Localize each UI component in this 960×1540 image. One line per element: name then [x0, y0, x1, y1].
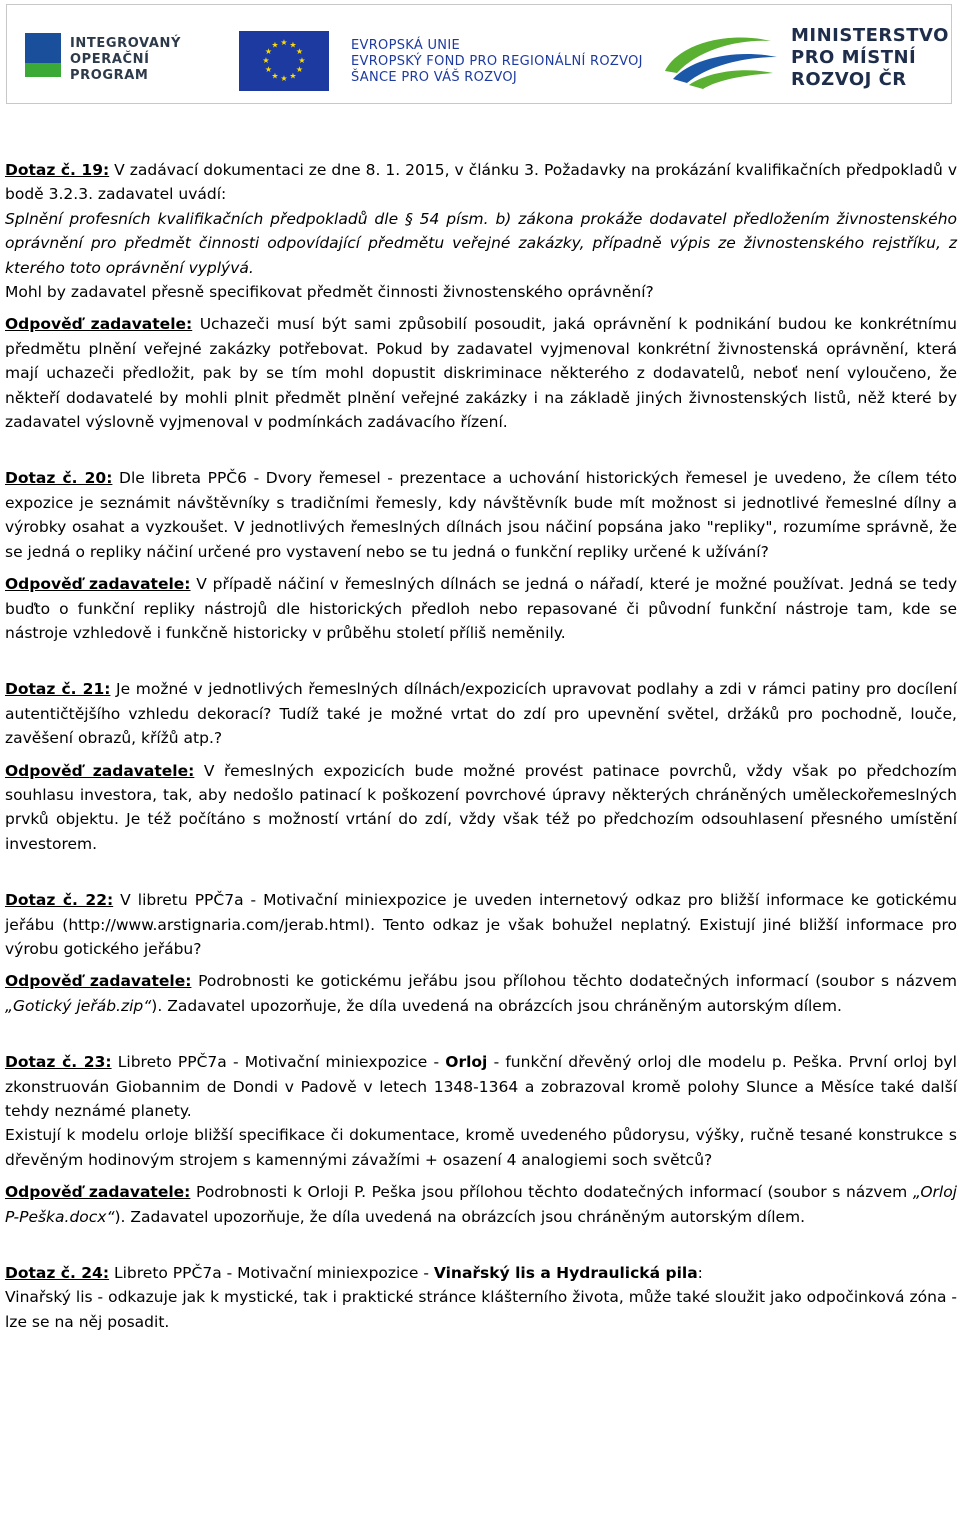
q23-answer-text-a: Podrobnosti k Orloji P. Peška jsou přílohou těchto dodatečných informací (soubor s názvem — [190, 1183, 913, 1202]
logo-bar — [6, 4, 952, 104]
q23-label: Dotaz č. 23: — [5, 1053, 112, 1072]
q19-label: Dotaz č. 19: — [5, 161, 110, 179]
eu-line-1: EVROPSKÁ UNIE — [351, 38, 460, 53]
q19-question — [5, 158, 957, 207]
q20-answer-label: Odpověď zadavatele: — [5, 575, 191, 594]
svg-text:★: ★ — [280, 74, 288, 83]
q23-text-a: Libreto PPČ7a - Motivační miniexpozice - — [111, 1053, 446, 1072]
q24-text-b: : — [697, 1264, 703, 1283]
eu-line-3: ŠANCE PRO VÁŠ ROZVOJ — [351, 70, 518, 85]
mmr-line-3: ROZVOJ ČR — [791, 69, 907, 90]
q22-answer — [5, 969, 957, 1018]
q23-question — [5, 1050, 957, 1123]
q20-label: Dotaz č. 20: — [5, 469, 113, 488]
q22-label: Dotaz č. 22: — [5, 891, 114, 910]
q22-answer-text-a: Podrobnosti ke gotickému jeřábu jsou přílohou těchto dodatečných informací (soubor s názvem — [191, 972, 958, 991]
q20-text: Dle libreta PPČ6 - Dvory řemesel - prezentace a uchování historických řemesel je uvedeno, že cílem této expozice je seznámit návštěvníky s tradičními řemesly, kdy návštěvník bude mít možnost si jednotlivé řemeslné dílny a výrobky osahat a vyzkoušet. V jednotlivých řemeslných dílnách jsou náčiní popsána jako "repliky", rozumíme správně, že se jedná o repliky náčiní určené pro vystavení nebo se tu jedná o funkční repliky určené k užívání? — [5, 469, 957, 561]
svg-text:★: ★ — [280, 38, 288, 47]
q24-question — [5, 1261, 957, 1285]
svg-text:★: ★ — [271, 71, 279, 81]
q23-answer-file: „Orloj P-Peška.docx“ — [5, 1183, 957, 1226]
iop-logo-text — [70, 36, 181, 84]
svg-text:★: ★ — [289, 71, 297, 81]
q22-answer-label: Odpověď zadavatele: — [5, 972, 192, 991]
q23-answer — [5, 1180, 957, 1229]
q23-answer-label: Odpověď zadavatele: — [5, 1183, 191, 1202]
svg-text:★: ★ — [262, 56, 270, 65]
mmr-line-2: PRO MÍSTNÍ — [791, 47, 917, 68]
q21-question — [5, 677, 957, 750]
q19-quote: Splnění profesních kvalifikačních předpokladů dle § 54 písm. b) zákona prokáže dodavatel předložením živnostenského oprávnění pro předmět činnosti odpovídající předmětu veřejné zakázky, případně výpis ze živnostenského rejstříku, z kterého toto oprávnění vyplývá. — [5, 209, 957, 277]
q19-answer-label: Odpověď zadavatele: — [5, 315, 193, 334]
q23-bold: Orloj — [445, 1053, 488, 1072]
q20-question — [5, 466, 957, 564]
svg-text:★: ★ — [264, 65, 273, 74]
iop-line-2: OPERAČNÍ — [70, 52, 150, 67]
mmr-logo-text — [791, 25, 949, 91]
svg-text:★: ★ — [289, 40, 297, 50]
eu-logo-text — [351, 38, 643, 86]
q20-answer — [5, 572, 957, 645]
q21-answer — [5, 759, 957, 857]
q22-text: V libretu PPČ7a - Motivační miniexpozice je uveden internetový odkaz pro bližší informace ke gotickému jeřábu (http://www.arstignaria.com/jerab.html). Tento odkaz je však bohužel neplatný. Existují jiné bližší informace pro výrobu gotického jeřábu? — [5, 891, 957, 958]
q22-question — [5, 888, 957, 961]
q22-answer-text-b: ). Zadavatel upozorňuje, že díla uvedená na obrázcích jsou chráněným autorským dílem. — [151, 996, 842, 1015]
q24-question-2: Vinařský lis - odkazuje jak k mystické, tak i praktické stránce klášterního života, může také sloužit jako odpočinková zóna - lze se na něj posadit. — [5, 1288, 957, 1331]
iop-logo-icon — [25, 33, 61, 77]
svg-text:★: ★ — [298, 56, 306, 65]
q24-text-a: Libreto PPČ7a - Motivační miniexpozice - — [109, 1264, 434, 1283]
iop-line-1: INTEGROVANÝ — [70, 36, 181, 51]
q21-text: Je možné v jednotlivých řemeslných dílnách/expozicích upravovat podlahy a zdi v rámci patiny pro docílení autentičtějšího vzhledu dekorací? Tudíž také je možné vrtat do zdí pro upevnění světel, držáků pro pochodně, louče, zavěšení obrazů, křížů atp.? — [5, 680, 957, 748]
q19-text: V zadávací dokumentaci ze dne 8. 1. 2015, v článku 3. Požadavky na prokázání kvalifikačních předpokladů v bodě 3.2.3. zadavatel uvádí: — [5, 161, 957, 204]
q22-answer-file: „Gotický jeřáb.zip“ — [5, 996, 152, 1015]
q23-answer-text-b: ). Zadavatel upozorňuje, že díla uvedená na obrázcích jsou chráněným autorským dílem. — [114, 1207, 806, 1226]
svg-text:★: ★ — [271, 40, 279, 50]
q23-question-2: Existují k modelu orloje bližší specifikace či dokumentace, kromě uvedeného půdorysu, výšky, ručně tesané konstrukce s dřevěným hodinovým strojem s kamennými závažími + osazení 4 analogiemi soch světců? — [5, 1126, 957, 1169]
q19-answer — [5, 312, 957, 434]
mmr-line-1: MINISTERSTVO — [791, 25, 949, 46]
q24-label: Dotaz č. 24: — [5, 1264, 110, 1283]
mmr-logo-icon — [659, 23, 781, 97]
q19-question-2: Mohl by zadavatel přesně specifikovat předmět činnosti živnostenského oprávnění? — [5, 283, 654, 302]
q24-bold: Vinařský lis a Hydraulická pila — [433, 1264, 698, 1283]
document-body — [5, 158, 957, 1334]
q21-label: Dotaz č. 21: — [5, 680, 111, 699]
svg-text:★: ★ — [295, 65, 304, 74]
svg-text:★: ★ — [264, 47, 273, 56]
svg-text:★: ★ — [295, 47, 304, 56]
q21-answer-label: Odpověď zadavatele: — [5, 761, 195, 780]
iop-line-3: PROGRAM — [70, 68, 149, 83]
eu-line-2: EVROPSKÝ FOND PRO REGIONÁLNÍ ROZVOJ — [351, 54, 643, 69]
q19-answer-text: Uchazeči musí být sami způsobilí posoudit, jaká oprávnění k podnikání budou ke konkrétnímu předmětu plnění veřejné zakázky potřebovat. Pokud by zadavatel vyjmenoval konkrétní živnostenská oprávnění, která mají uchazeči předložit, pak by se tím mohl dopustit diskriminace některého z dodavatelů, neboť není vyloučeno, že někteří dodavatelé by mohli plnit předmět plnění veřejné zakázky i na základě jiných živnostenských listů, něž které by zadavatel výslovně vyjmenoval v podmínkách zadávacího řízení. — [5, 315, 958, 432]
eu-flag-icon — [239, 31, 329, 91]
q23-text-b: - funkční dřevěný orloj dle modelu p. Peška. První orloj byl zkonstruován Giobannim de Dondi v Padově v letech 1348-1364 a zobrazoval kromě polohy Slunce a Měsíce také další tehdy neznámé planety. — [5, 1053, 957, 1120]
q21-answer-text: V řemeslných expozicích bude možné provést patinace povrchů, vždy však po předchozím souhlasu investora, tak, aby nedošlo patinací k poškození povrchové úpravy některých chráněných uměleckořemeslných prvků objektu. Je též počítáno s možností vrtání do zdí, vždy však též po předchozím odsouhlasení přesného umístění investorem. — [5, 761, 957, 853]
q20-answer-text: V případě náčiní v řemeslných dílnách se jedná o nářadí, které je možné používat. Jedná se tedy buďto o funkční repliky nástrojů dle historických předloh nebo repasované či původní funkční nástroje tam, kde se nástroje vzhledově i funkčně historicky v průběhu století příliš neměnily. — [5, 575, 957, 642]
